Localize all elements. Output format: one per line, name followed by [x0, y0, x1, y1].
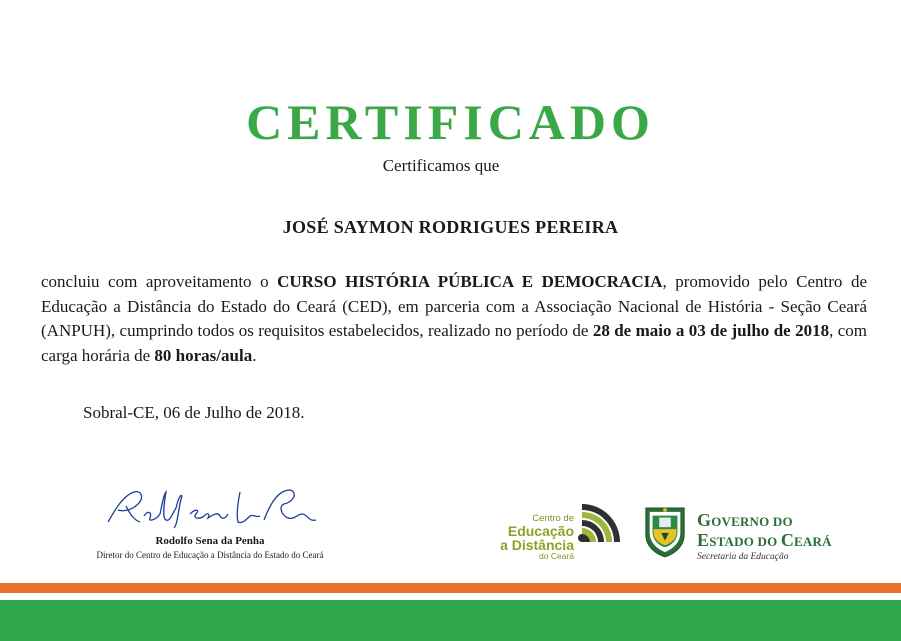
place-date: Sobral-CE, 06 de Julho de 2018. — [83, 403, 305, 422]
certificate-subtitle: Certificamos que — [382, 156, 500, 175]
handwritten-signature — [104, 484, 319, 532]
course-period: 28 de maio a 03 de julho de 2018 — [592, 321, 830, 340]
government-logo — [642, 503, 857, 563]
body-text-4: . — [252, 345, 257, 365]
gov-line-2 — [697, 531, 832, 551]
ced-signal-icon — [578, 502, 622, 546]
footer-green-band — [0, 600, 901, 641]
body-text-1: concluiu com aproveitamento o — [41, 272, 278, 291]
course-hours: 80 horas/aula — [154, 345, 253, 365]
gov-subtitle: Secretaria da Educação — [697, 552, 789, 562]
gov-line1-big: G — [697, 510, 712, 530]
gov-line2-big2: C — [780, 530, 795, 550]
body-text-3: , com carga horária de — [41, 321, 867, 365]
footer-orange-band — [0, 583, 901, 593]
course-name: CURSO HISTÓRIA PÚBLICA E DEMOCRACIA — [277, 272, 663, 291]
body-text-2: , promovido pelo Centro de Educação a Distância do Estado do Ceará (CED), em parceria com a Associação Nacional de História - Seção Ceará (ANPUH), cumprindo todos os requisitos estabelecidos, realizado no período de — [41, 272, 867, 340]
ced-line-1: Centro de — [532, 513, 574, 524]
recipient-name: JOSÉ SAYMON RODRIGUES PEREIRA — [282, 217, 619, 237]
ced-line-3: a Distância — [500, 536, 574, 553]
ceara-coat-of-arms-icon — [642, 503, 688, 559]
gov-line1-small: OVERNO DO — [711, 514, 793, 529]
gov-line2-small2: EARÁ — [794, 534, 832, 549]
ced-logo — [490, 502, 620, 572]
ced-line-4: do Ceará — [539, 550, 574, 561]
gov-line-1 — [697, 511, 832, 531]
signer-name: Rodolfo Sena da Penha — [155, 535, 265, 547]
ced-logo-text — [500, 514, 574, 560]
signer-role: Diretor do Centro de Educação a Distância do Estado do Ceará — [96, 550, 324, 560]
gov-line2-big: E — [697, 530, 710, 550]
certificate-body — [41, 270, 867, 368]
certificate-title: CERTIFICADO — [246, 94, 655, 150]
gov-line2-small: STADO DO — [709, 534, 781, 549]
government-logo-text — [697, 511, 832, 562]
ced-line-2: Educação — [507, 522, 574, 539]
